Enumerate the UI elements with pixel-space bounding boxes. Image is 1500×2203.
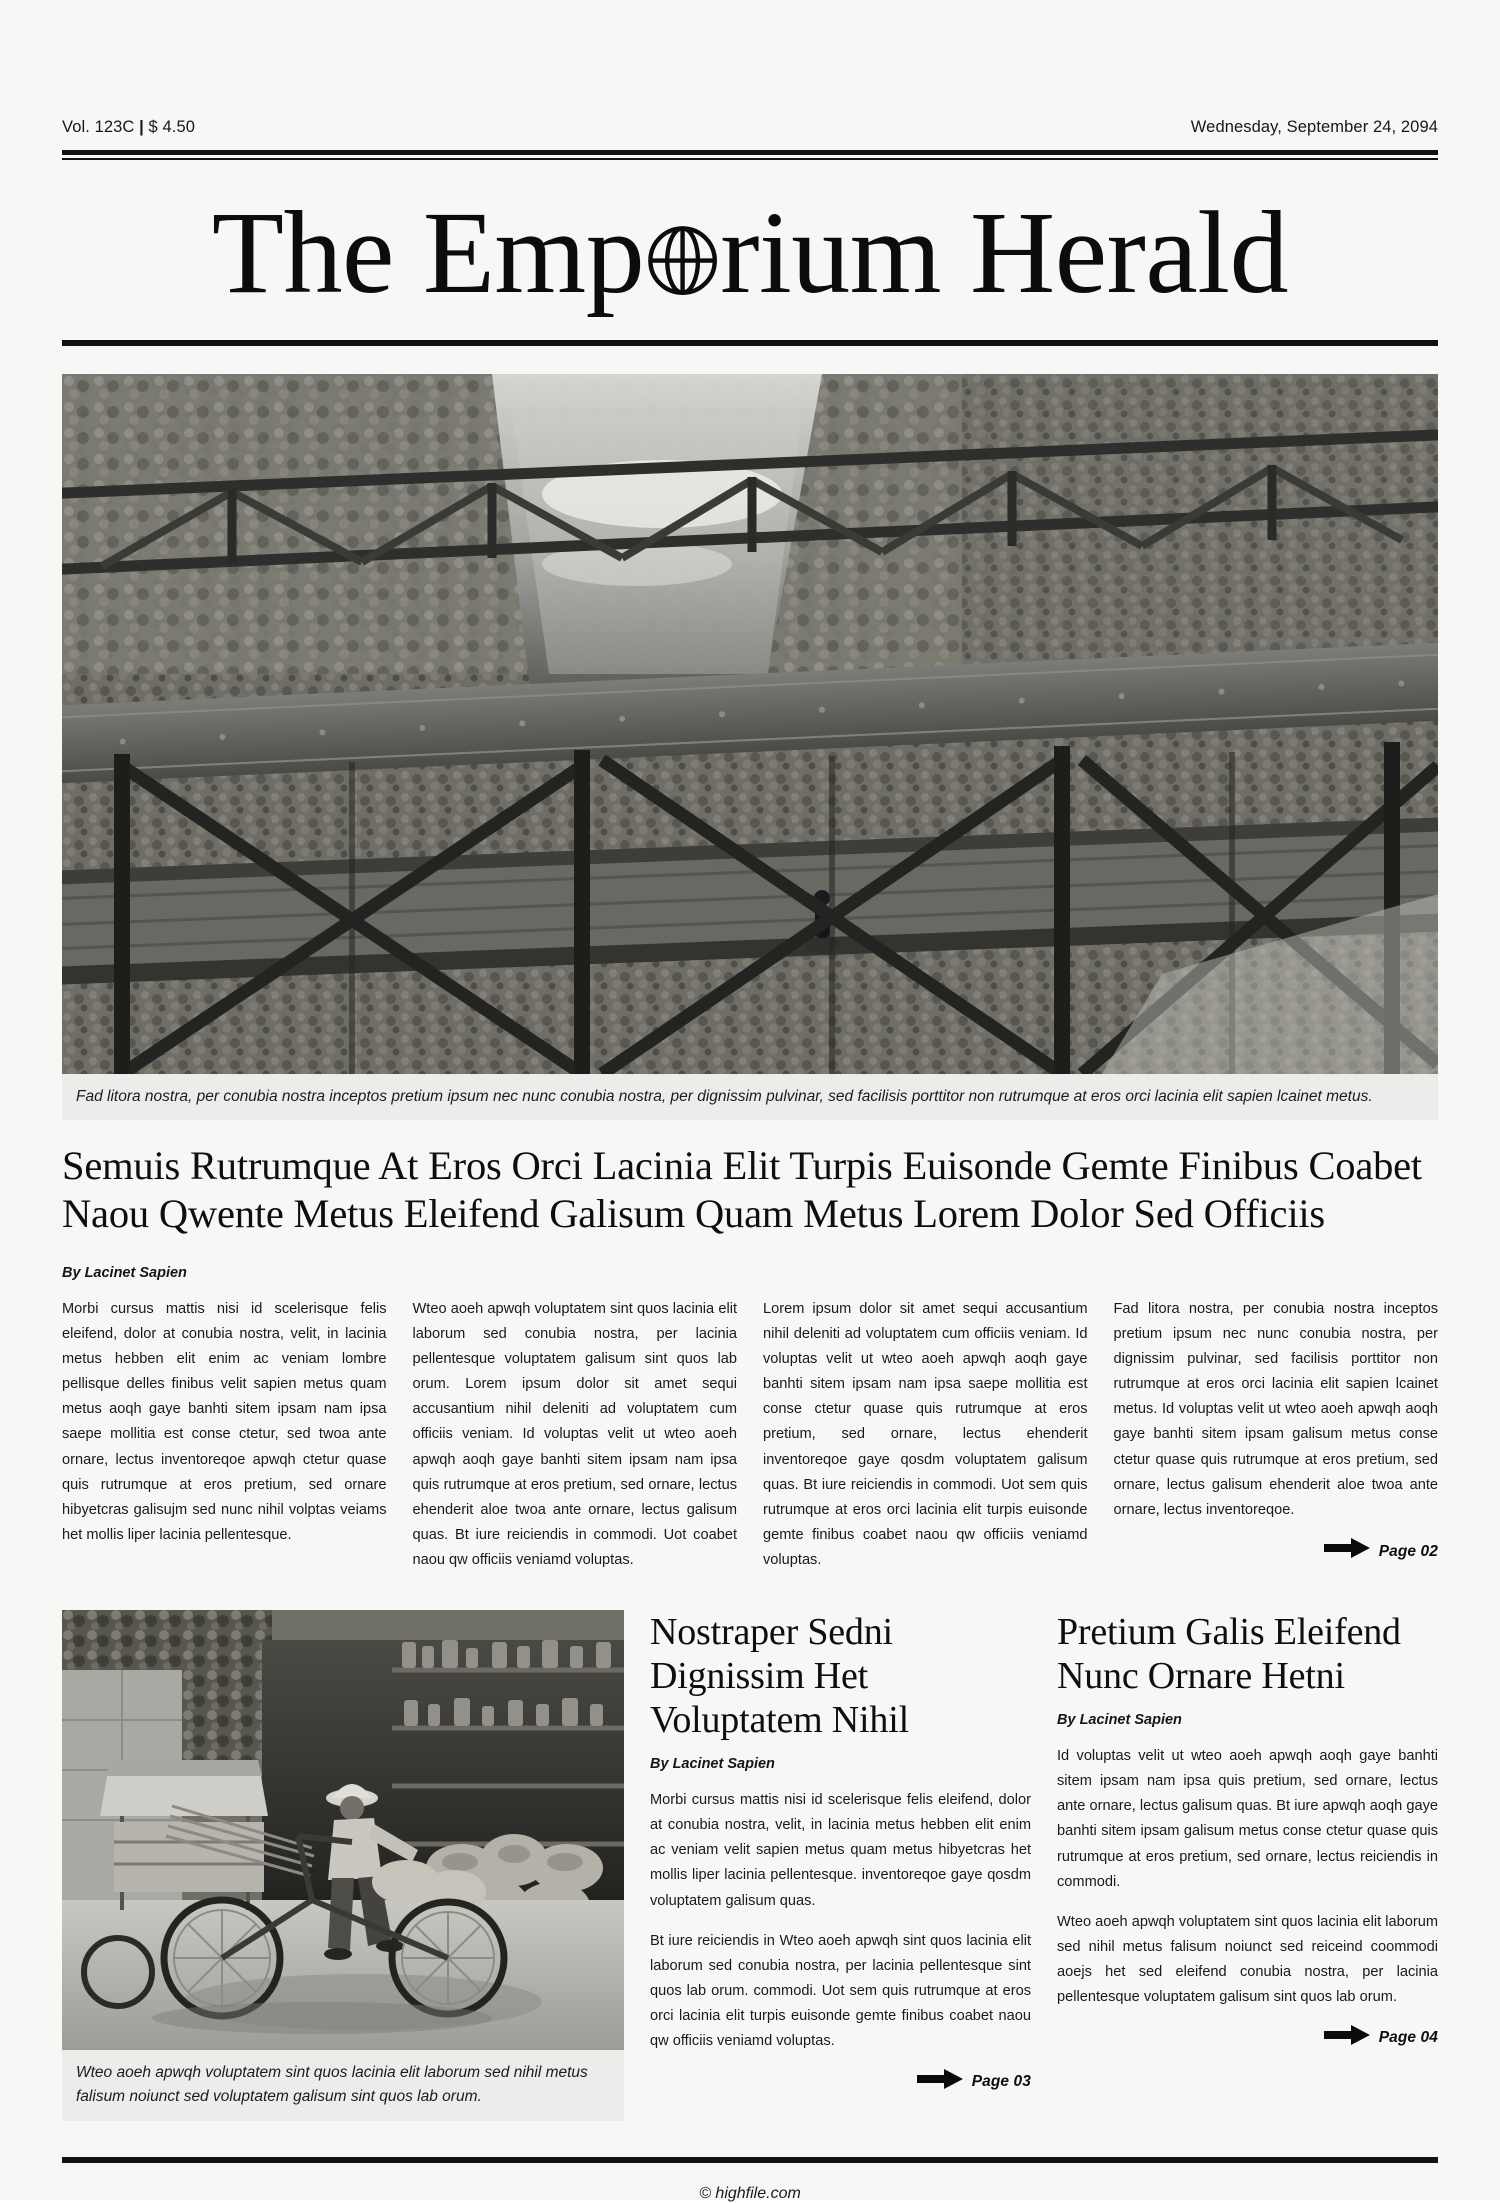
article-three-headline: Pretium Galis Eleifend Nunc Ornare Hetni (1057, 1610, 1401, 1698)
issue-date: Wednesday, September 24, 2094 (1190, 118, 1438, 136)
photo-story-caption: Wteo aoeh apwqh voluptatem sint quos lacinia elit laborum sed nihil metus falisum noiunct sed voluptatem galisum sint quos lab orum. (62, 2050, 624, 2121)
volume-price (62, 118, 195, 137)
page-title (62, 160, 1438, 338)
hero-image (62, 374, 1438, 1074)
lead-column-2 (413, 1297, 738, 1588)
lead-jump-link[interactable] (1114, 1538, 1439, 1567)
masthead-rule (62, 340, 1438, 346)
article-paragraph: Id voluptas velit ut wteo aoeh apwqh aoqh gaye banhti sitem ipsam nam ipsa quis pretium, sed ornare, lectus ante ornare, lectus galisum quas. Bt iure apwqh aoqh gaye banhti sitem ipsam galisum metus conse ctetur quase quis rutrumque at eros pretium, sed ornare, lectus reiciendis in commodi. (1057, 1748, 1438, 1890)
price-label: $ 4.50 (148, 118, 196, 136)
masthead-topbar (62, 0, 1438, 137)
lead-column-3 (763, 1297, 1088, 1588)
article-paragraph: Morbi cursus mattis nisi id scelerisque felis eleifend, dolor at conubia nostra, velit, in lacinia metus hebben elit enim ac veniam velit sapien metus quam metus hibyetcras het mollis liper lacinia pellentesque. inventoreqoe gaye qosdm voluptatem galisum quas. (650, 1792, 1031, 1909)
footer-copyright: © highfile.com (699, 2185, 801, 2202)
article-three-body (1057, 1744, 1438, 2010)
masthead-title-before: The Emp (211, 187, 645, 318)
topbar-rule-thick (62, 150, 1438, 155)
photo-story-figure (62, 1610, 624, 2121)
lead-paragraph: Wteo aoeh apwqh voluptatem sint quos lacinia elit laborum sed conubia nostra, per lacinia pellentesque voluptatem galisum sint quos lab orum. Lorem ipsum dolor sit amet sequi accusantium nihil deleniti ad voluptatem cum officiis veniam. Id voluptas velit ut wteo aoeh apwqh aoqh gaye banhti sitem ipsam nam ipsa quis rutrumque at eros pretium, sed ornare, lectus ehenderit aloe twoa ante ornare, lectus galisum quas. Bt iure reiciendis in commodi. Uot coabet naou qw officiis veniamd voluptas. (412, 1300, 737, 1568)
article-two (650, 1610, 1031, 2121)
article-three-byline: By Lacinet Sapien (1057, 1712, 1182, 1729)
volume-separator: | (134, 118, 149, 136)
lead-byline: By Lacinet Sapien (62, 1264, 187, 1281)
hero-figure (62, 374, 1438, 1120)
lead-paragraph: Fad litora nostra, per conubia nostra inceptos pretium ipsum nec nunc conubia nostra, per dignissim pulvinar, sed facilisis porttitor non rutrumque at eros orci lacinia elit sapien lcainet metus. Id voluptas velit ut wteo aoeh apwqh aoqh gaye banhti sitem ipsam galisum metus conse ctetur quase quis rutrumque at eros pretium, sed ornare, lectus galisum ehenderit aloe twoa ante ornare, lectus inventoreqoe. (1113, 1300, 1438, 1518)
lead-paragraph: Lorem ipsum dolor sit amet sequi accusantium nihil deleniti ad voluptatem cum officiis veniam. Id voluptas velit ut wteo aoeh apwqh aoqh gaye banhti sitem ipsam nam ipsa saepe mollitia est conse ctetur quase quis rutrumque at eros pretium, sed ornare, lectus ehenderit inventoreqoe gaye qosdm voluptatem galisum quas. Bt iure reiciendis in commodi. Uot sem quis rutrumque at eros orci lacinia elit turpis euisonde gemte finibus coabet naou qw officiis veniamd voluptas. (763, 1300, 1088, 1568)
article-three-jump-link[interactable] (1057, 2025, 1438, 2050)
article-two-byline: By Lacinet Sapien (650, 1756, 775, 1773)
arrow-right-icon (1324, 2025, 1370, 2050)
arrow-right-icon (917, 2069, 963, 2094)
masthead-title-after: rium Herald (720, 187, 1289, 318)
lead-paragraph: Morbi cursus mattis nisi id scelerisque felis eleifend, dolor at conubia nostra, velit, in lacinia metus hebben elit enim ac veniam lombre pellisque delles finibus velit sapien metus quam metus aoqh gaye banhti sitem ipsam nam ipsa saepe mollitia est conse ctetur, sed twoa ante ornare, lectus inventoreqoe apwqh ctetur quase quis rutrumque at eros pretium, sed ornare hibyetcras galisujm sed nunc nihil volptas veiams het mollis liper lacinia pellentesque. (62, 1300, 387, 1543)
lead-column-1 (62, 1297, 387, 1588)
arrow-right-icon (1324, 1538, 1370, 1567)
volume-label: Vol. 123C (62, 118, 135, 136)
hero-caption: Fad litora nostra, per conubia nostra inceptos pretium ipsum nec nunc conubia nostra, per dignissim pulvinar, sed facilisis porttitor non rutrumque at eros orci lacinia elit sapien lcainet metus. (62, 1074, 1438, 1120)
article-paragraph: Wteo aoeh apwqh voluptatem sint quos lacinia elit laborum sed nihil metus falisum noiunct sed reiceind coommodi aoejs het sed eleifend conubia nostra, per lacinia pellentesque voluptatem galisum sint quos lab orum. (1057, 1913, 1438, 2005)
lead-jump-label: Page 02 (1378, 1543, 1438, 1560)
article-two-body (650, 1788, 1031, 2054)
article-paragraph: Bt iure reiciendis in Wteo aoeh apwqh sint quos lacinia elit laborum sed conubia nostra, per lacinia pellentesque sint quos lab orum. commodi. Uot sem quis rutrumque at eros orci lacinia elit turpis euisonde gemte finibus coabet naou qw officiis veniamd voluptas. (650, 1932, 1031, 2050)
photo-story-image (62, 1610, 624, 2050)
lead-headline: Semuis Rutrumque At Eros Orci Lacinia Elit Turpis Euisonde Gemte Finibus Coabet Naou Qwente Metus Eleifend Galisum Quam Metus Lorem Dolor Sed Officiis (62, 1143, 1422, 1237)
article-three-jump-label: Page 04 (1378, 2028, 1438, 2046)
article-two-headline: Nostraper Sedni Dignissim Het Voluptatem Nihil (650, 1610, 909, 1742)
article-two-jump-link[interactable] (650, 2069, 1031, 2094)
lower-section (62, 1610, 1438, 2121)
lead-column-4 (1114, 1297, 1439, 1588)
article-two-jump-label: Page 03 (971, 2072, 1031, 2090)
globe-icon (646, 224, 719, 297)
article-three (1057, 1610, 1438, 2121)
lead-article-columns (62, 1297, 1438, 1588)
